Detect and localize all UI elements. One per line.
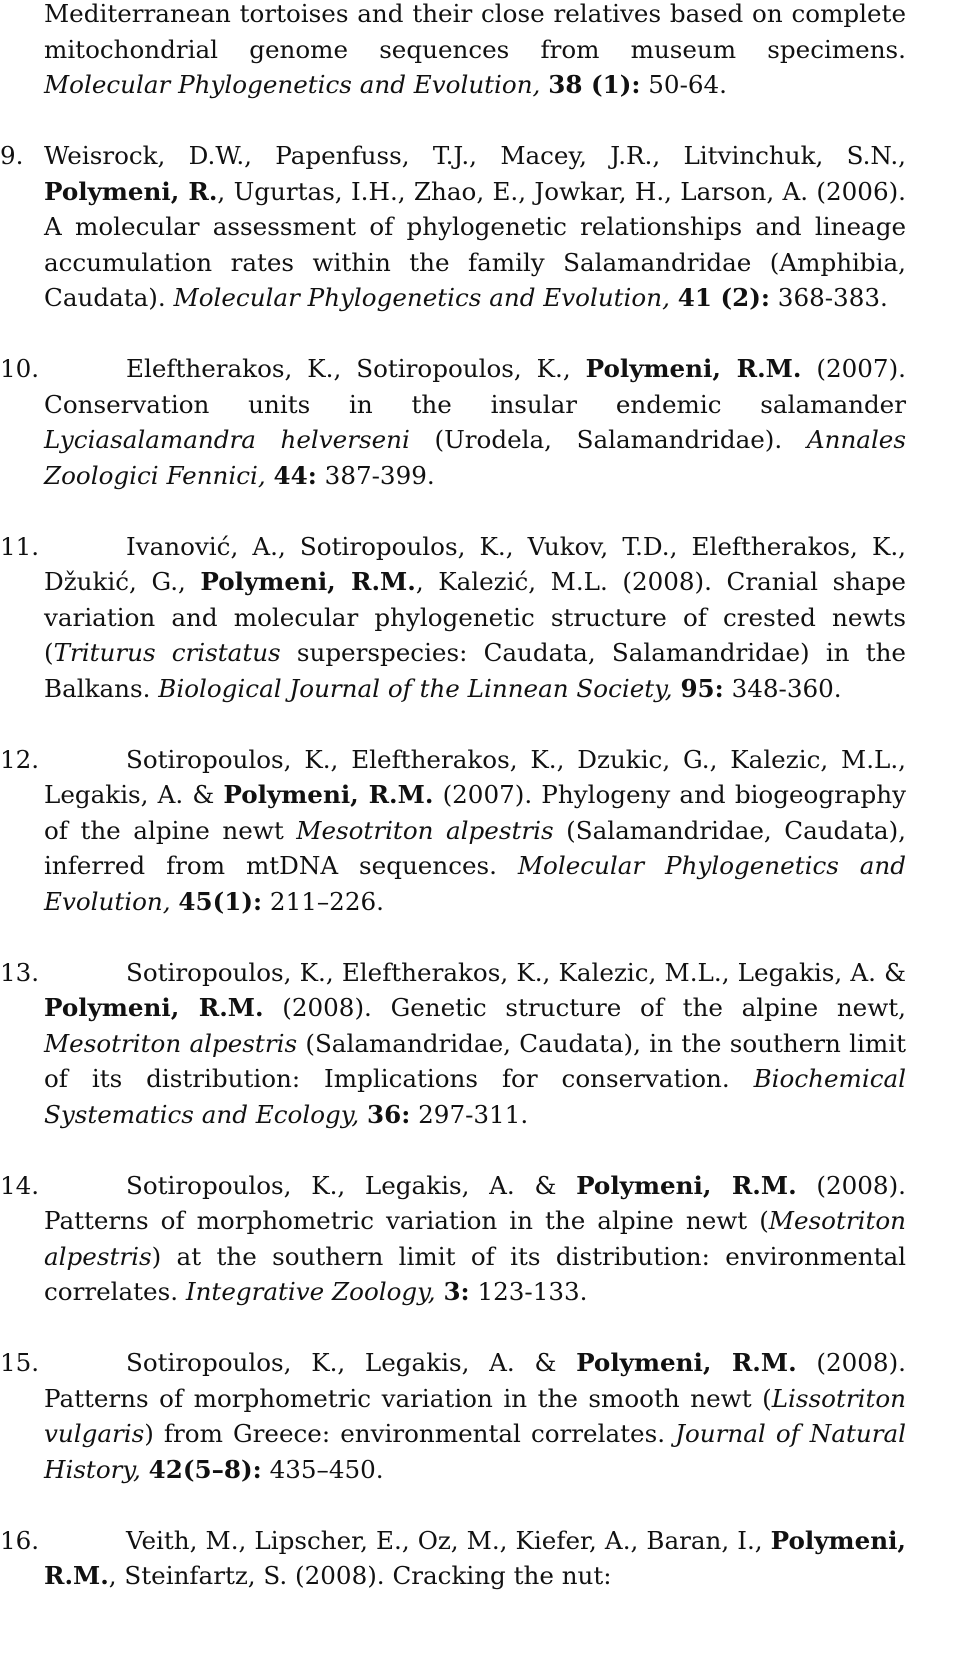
reference-text: (2008). Genetic structure of the alpine newt, <box>263 993 906 1022</box>
reference-text: (2007). Phylogeny and biogeography of the alpine newt <box>44 780 906 845</box>
reference-text: Weisrock, D.W., Papenfuss, T.J., Macey, J.R., Litvinchuk, S.N., <box>44 141 906 170</box>
reference-text: (Urodela, Salamandridae). <box>409 425 807 454</box>
italic-text: Mesotriton alpestris <box>44 1028 298 1058</box>
reference-text: Sotiropoulos, K., Legakis, A. & <box>126 1348 577 1377</box>
reference-text <box>670 283 678 312</box>
reference-number: 16. <box>0 1525 40 1555</box>
reference-text: ) at the southern limit of its distribution: environmental correlates. <box>44 1241 906 1306</box>
reference-8-continued <box>44 0 906 103</box>
reference-text: Sotiropoulos, K., Eleftherakos, K., Kalezic, M.L., Legakis, A. & <box>126 957 906 987</box>
reference-13 <box>0 955 906 1133</box>
reference-15 <box>0 1345 906 1487</box>
author-highlight: Polymeni, R.M. <box>200 567 416 596</box>
author-highlight: Polymeni, R.M. <box>576 1170 797 1200</box>
reference-text: (Salamandridae, Caudata), inferred from mtDNA sequences. <box>44 815 906 880</box>
reference-text: 50-64. <box>640 70 728 99</box>
reference-text: , Ugurtas, I.H., Zhao, E., Jowkar, H., Larson, A. (2006). A molecular assessment of phylogenetic relationships and lineage accumulation rates within the family Salamandridae (Amphibia, Caudata). <box>44 176 906 312</box>
reference-text: (2007). Conservation units in the insular endemic salamander <box>44 354 906 419</box>
reference-text: (2008). Patterns of morphometric variation in the alpine newt ( <box>44 1170 906 1235</box>
italic-text: Integrative Zoology, <box>185 1277 436 1306</box>
italic-text: Mesotriton alpestris <box>44 1206 906 1271</box>
author-highlight: Polymeni, R. <box>44 176 218 206</box>
author-highlight: 38 (1): <box>548 70 641 99</box>
reference-text <box>141 1455 149 1484</box>
reference-10 <box>0 351 906 493</box>
reference-11 <box>0 529 906 707</box>
author-highlight: 42(5–8): <box>148 1454 262 1484</box>
italic-text: Lissotriton vulgaris <box>44 1383 906 1448</box>
italic-text: Mesotriton alpestris <box>296 815 554 845</box>
reference-text: , Kalezić, M.L. (2008). Cranial shape variation and molecular phylogenetic structure of crested newts ( <box>44 567 906 667</box>
author-highlight: 44: <box>273 460 317 490</box>
italic-text: Molecular Phylogenetics and Evolution, <box>173 283 670 312</box>
reference-text: 297-311. <box>410 1099 529 1129</box>
reference-text: 348-360. <box>723 673 842 703</box>
author-highlight: 36: <box>367 1099 411 1129</box>
reference-text: superspecies: Caudata, Salamandridae) in the Balkans. <box>44 638 906 703</box>
italic-text: Lyciasalamandra helverseni <box>44 425 410 454</box>
reference-number: 11. <box>0 531 40 561</box>
reference-text: 387-399. <box>316 460 435 490</box>
reference-number: 9. <box>0 141 24 170</box>
reference-text: Mediterranean tortoises and their close relatives based on complete mitochondrial genome sequences from museum specimens. <box>44 0 906 64</box>
author-highlight: Polymeni, R.M. <box>44 993 264 1022</box>
author-highlight: Polymeni, R.M. <box>223 780 434 809</box>
author-highlight: 3: <box>443 1277 470 1306</box>
reference-text: (2008). Patterns of morphometric variation in the smooth newt ( <box>44 1348 906 1413</box>
reference-text: ) from Greece: environmental correlates. <box>144 1419 676 1448</box>
italic-text: Biological Journal of the Linnean Society, <box>158 673 673 703</box>
reference-number: 10. <box>0 354 40 383</box>
author-highlight: 41 (2): <box>677 283 770 312</box>
italic-text: Biochemical Systematics and Ecology, <box>44 1064 906 1129</box>
reference-text: , Steinfartz, S. (2008). Cracking the nut: <box>108 1561 612 1590</box>
author-highlight: Polymeni, R.M. <box>44 1525 906 1590</box>
reference-text <box>266 461 274 490</box>
reference-16 <box>0 1523 906 1594</box>
italic-text: Molecular Phylogenetics and Evolution, <box>44 851 906 916</box>
reference-text: Sotiropoulos, K., Eleftherakos, K., Dzukic, G., Kalezic, M.L., Legakis, A. & <box>44 744 906 809</box>
reference-number: 13. <box>0 957 40 987</box>
author-highlight: 45(1): <box>178 886 263 916</box>
author-highlight: 95: <box>680 673 724 703</box>
reference-9 <box>0 138 906 316</box>
reference-text: 211–226. <box>262 886 384 916</box>
italic-text: Triturus cristatus <box>53 638 281 667</box>
reference-text: Sotiropoulos, K., Legakis, A. & <box>126 1170 577 1200</box>
reference-number: 15. <box>0 1348 40 1377</box>
reference-text: 123-133. <box>469 1277 588 1306</box>
reference-number: 14. <box>0 1170 40 1200</box>
reference-number: 12. <box>0 744 40 774</box>
italic-text: Molecular Phylogenetics and Evolution, <box>44 70 541 99</box>
reference-text: Eleftherakos, K., Sotiropoulos, K., <box>126 354 586 383</box>
reference-text: 435–450. <box>261 1454 384 1484</box>
author-highlight: Polymeni, R.M. <box>576 1348 797 1377</box>
reference-text: 368-383. <box>769 283 888 312</box>
reference-14 <box>0 1168 906 1310</box>
author-highlight: Polymeni, R.M. <box>585 354 802 383</box>
reference-text: Ivanović, A., Sotiropoulos, K., Vukov, T.D., Eleftherakos, K., Džukić, G., <box>44 531 906 596</box>
italic-text: Journal of Natural History, <box>44 1419 906 1484</box>
reference-text: (Salamandridae, Caudata), in the southern limit of its distribution: Implications for conservation. <box>44 1028 906 1093</box>
reference-12 <box>0 742 906 920</box>
reference-text: Veith, M., Lipscher, E., Oz, M., Kiefer, A., Baran, I., <box>126 1525 771 1555</box>
reference-text <box>359 1100 367 1129</box>
italic-text: Annales Zoologici Fennici, <box>44 425 906 490</box>
